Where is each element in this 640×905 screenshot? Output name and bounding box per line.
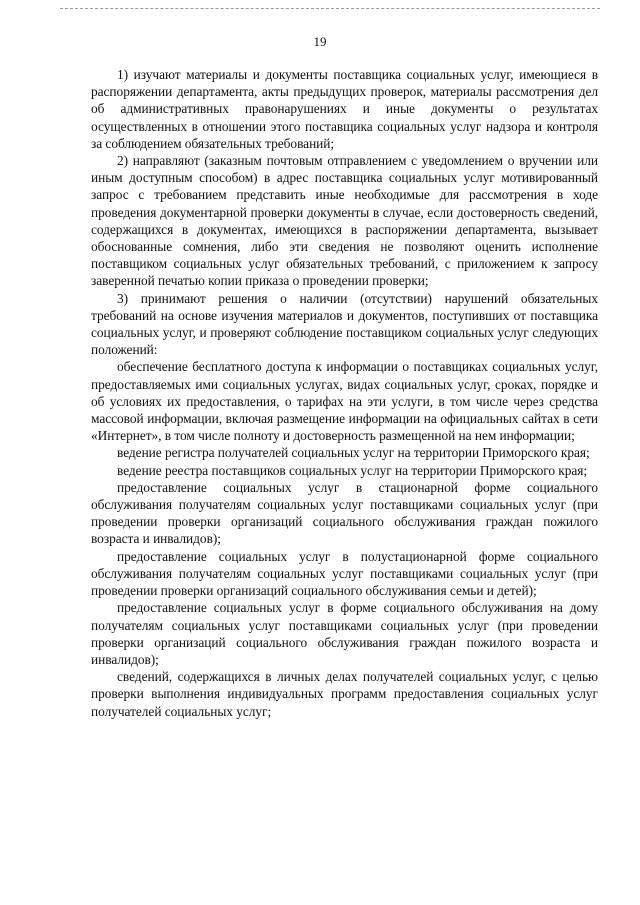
paragraph-item-1: 1) изучают материалы и документы поставщика социальных услуг, имеющиеся в распоряжении департамента, акты предыдущих проверок, материалы рассмотрения дел об административных правонарушениях и иные документы о результатах осуществленных в отношении этого поставщика социальных услуг надзора и контроля за соблюдением обязательных требований; (91, 67, 598, 151)
paragraph-stationary-form: предоставление социальных услуг в стационарной форме социального обслуживания получателям социальных услуг поставщиками социальных услуг (при проведении проверки организаций социального обслуживания граждан пожилого возраста и инвалидов); (91, 479, 598, 547)
paragraph-home-form: предоставление социальных услуг в форме социального обслуживания на дому получателям социальных услуг поставщиками социальных услуг (при проведении проверки организаций социального обслуживания граждан пожилого возраста и инвалидов); (91, 600, 598, 667)
paragraph-free-access-info: обеспечение бесплатного доступа к информации о поставщиках социальных услуг, предоставляемых ими социальных услугах, видах социальных услуг, сроках, порядке и об условиях их предоставления, о тарифах на эти услуги, в том числе через средства массовой информации, включая размещение информации на официальных сайтах в сети «Интернет», в том числе полноту и достоверность размещенной на нем информации; (91, 359, 598, 444)
paragraph-personal-files: сведений, содержащихся в личных делах получателей социальных услуг, с целью проверки выполнения индивидуальных программ предоставления социальных услуг получателей социальных услуг; (91, 669, 598, 719)
paragraph-recipients-register: ведение регистра получателей социальных услуг на территории Приморского края; (117, 445, 590, 461)
document-body (91, 66, 598, 720)
paragraph-semi-stationary-form: предоставление социальных услуг в полустационарной форме социального обслуживания получателям социальных услуг поставщиками социальных услуг (при проведении проверки организаций социального обслуживания семьи и детей); (91, 548, 598, 599)
paragraph-providers-registry: ведение реестра поставщиков социальных услуг на территории Приморского края; (117, 462, 588, 478)
scan-top-edge (60, 8, 600, 9)
paragraph-item-2: 2) направляют (заказным почтовым отправлением с уведомлением о вручении или иным доступным способом) в адрес поставщика социальных услуг мотивированный запрос с требованием представить иные необходимые для рассмотрения в ходе проведения документарной проверки документы в случае, если достоверность сведений, содержащихся в документах, имеющихся в распоряжении департамента, вызывает обоснованные сомнения, либо эти сведения не позволяют оценить исполнение поставщиком социальных услуг обязательных требований, с приложением к запросу заверенной печатью копии приказа о проведении проверки; (91, 153, 598, 289)
paragraph-item-3: 3) принимают решения о наличии (отсутствии) нарушений обязательных требований на основе изучения материалов и документов, поступивших от поставщика социальных услуг, и проверяют соблюдение поставщиком социальных услуг следующих положений: (91, 290, 598, 358)
page-number: 19 (313, 34, 327, 49)
